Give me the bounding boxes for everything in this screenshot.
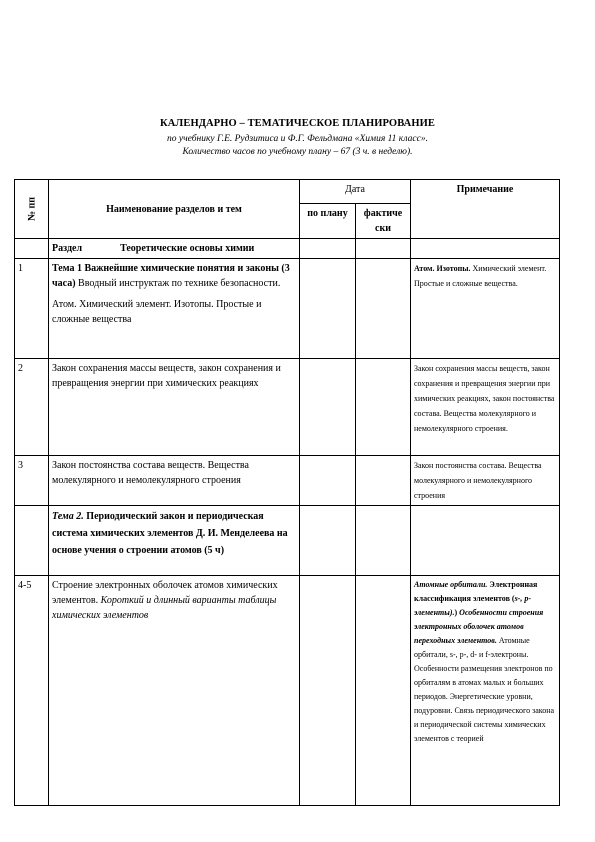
col-header-name: Наименование разделов и тем — [49, 180, 300, 239]
row-plan-date — [300, 359, 356, 456]
col-header-plan: по плану — [300, 204, 356, 239]
row-topic: Закон постоянства состава веществ. Вещества молекулярного и немолекулярного строения — [49, 456, 300, 506]
row-fact-date — [356, 576, 411, 806]
row-plan-date — [300, 506, 356, 576]
row-topic: Закон сохранения массы веществ, закон сохранения и превращения энергии при химических реакциях — [49, 359, 300, 456]
row-plan-date — [300, 576, 356, 806]
row-note: Атомные орбитали. Электронная классификация элементов (s-, p-элементы).) Особенности строения электронных оболочек атомов переходных элементов. Атомные орбитали, s-, p-, d- и f-электроны. Особенности размещения электронов по орбиталям в атомах малых и больших периодов. Энергетические уровни, подуровни. Связь периодического закона и периодической системы химических элементов с теорией — [411, 576, 560, 806]
row-number: 2 — [15, 359, 49, 456]
row-plan-date — [300, 259, 356, 359]
row-number: 4-5 — [15, 576, 49, 806]
textbook-line: по учебнику Г.Е. Рудзитиса и Ф.Г. Фельдмана «Химия 11 класс». — [167, 134, 428, 144]
row-note: Атом. Изотопы. Химический элемент. Простые и сложные вещества. — [411, 259, 560, 359]
page-header — [0, 118, 595, 159]
table-header-row — [15, 180, 560, 204]
table-row — [15, 259, 560, 359]
section-title: Раздел Теоретические основы химии — [49, 239, 300, 259]
row-number — [15, 506, 49, 576]
section-row — [15, 239, 560, 259]
row-topic: Тема 1 Важнейшие химические понятия и законы (3 часа) Вводный инструктаж по технике безопасности. Атом. Химический элемент. Изотопы. Простые и сложные вещества — [49, 259, 300, 359]
row-topic: Строение электронных оболочек атомов химических элементов. Короткий и длинный варианты таблицы химических элементов — [49, 576, 300, 806]
table-row — [15, 506, 560, 576]
table-row — [15, 576, 560, 806]
row-note: Закон сохранения массы веществ, закон сохранения и превращения энергии при химических реакциях, закон постоянства состава. Вещества молекулярного и немолекулярного строения. — [411, 359, 560, 456]
row-fact-date — [356, 359, 411, 456]
col-header-date: Дата — [300, 180, 411, 204]
col-header-note: Примечание — [411, 180, 560, 239]
document-title: КАЛЕНДАРНО – ТЕМАТИЧЕСКОЕ ПЛАНИРОВАНИЕ — [160, 118, 435, 129]
row-topic: Тема 2. Периодический закон и периодическая система химических элементов Д. И. Менделеева на основе учения о строении атомов (5 ч) — [49, 506, 300, 576]
row-fact-date — [356, 456, 411, 506]
table-row — [15, 456, 560, 506]
row-plan-date — [300, 456, 356, 506]
planning-table — [14, 179, 560, 806]
col-header-fact: фактиче ски — [356, 204, 411, 239]
hours-line: Количество часов по учебному плану – 67 (3 ч. в неделю). — [182, 147, 413, 157]
row-note — [411, 506, 560, 576]
col-header-number: № пп — [15, 180, 49, 239]
table-row — [15, 359, 560, 456]
row-note: Закон постоянства состава. Вещества молекулярного и немолекулярного строения — [411, 456, 560, 506]
row-number: 1 — [15, 259, 49, 359]
row-fact-date — [356, 259, 411, 359]
row-fact-date — [356, 506, 411, 576]
row-number: 3 — [15, 456, 49, 506]
